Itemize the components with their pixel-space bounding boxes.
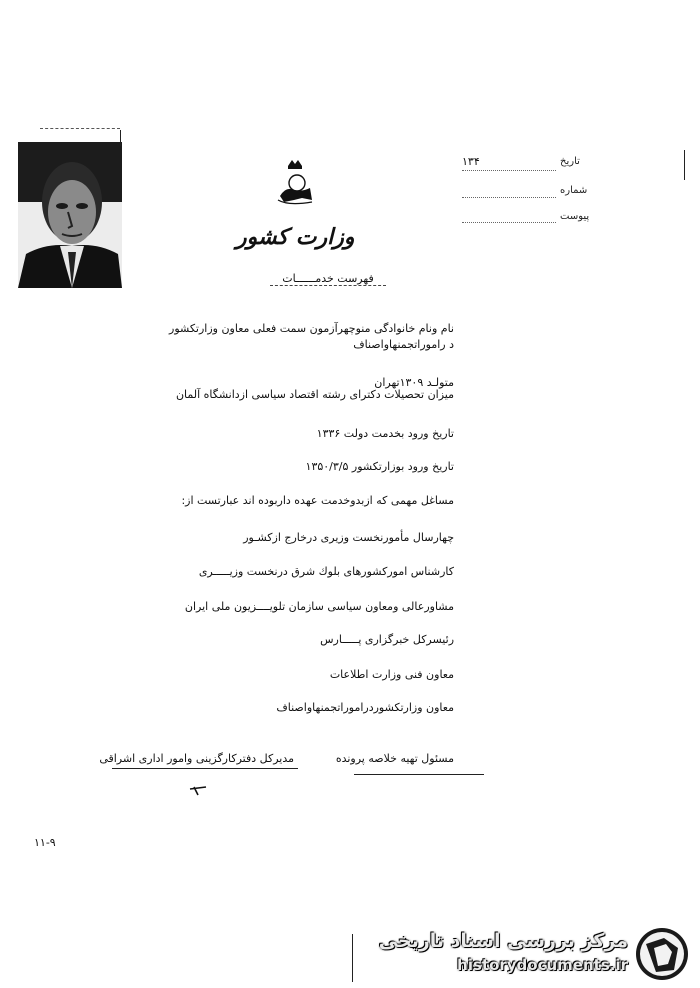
name-line-continued: د راموراتجمنهاواصناف <box>353 338 454 351</box>
ministry-title: وزارت کشور <box>236 224 355 250</box>
education-line: میزان تحصیلات دکترای رشته اقتصاد سیاسی ازدانشگاه آلمان <box>175 388 454 401</box>
duties-intro-line: مساغل مهمی که ازبدوخدمت عهده داربوده اند عبارتست از: <box>181 494 454 507</box>
number-label: شماره <box>560 185 588 196</box>
document-subtitle: فهرست خدمــــــات <box>270 272 386 286</box>
duty-item: کارشناس امورکشورهای بلوك شرق درنخست وزیـــــری <box>198 565 454 578</box>
birth-line: متولـد ۱۳۰۹تهران <box>374 376 454 389</box>
portrait-image <box>18 142 122 288</box>
date-label: تاریخ <box>560 156 580 167</box>
scan-mark <box>40 128 120 130</box>
signature-mark <box>188 782 210 796</box>
govt-entry-line: تاریخ ورود بخدمت دولت ۱۳۳۶ <box>316 427 454 440</box>
name-line: نام ونام خانوادگی منوچهرآزمون سمت فعلی معاون وزارتکشور <box>169 322 454 335</box>
watermark-title: مرکز بررسی اسناد تاریخی <box>378 930 628 952</box>
lion-and-sun-emblem <box>272 156 318 208</box>
ministry-entry-line: تاریخ ورود بوزارتکشور ۱۳۵۰/۳/۵ <box>305 460 454 473</box>
director-signature-label: مدیرکل دفترکارگزینی وامور اداری اشراقی <box>99 752 294 765</box>
attachment-dots <box>462 222 556 223</box>
duty-item: معاون فنی وزارت اطلاعات <box>329 668 454 681</box>
duty-item: چهارسال مأمورنخست وزیری درخارج ازکشـور <box>243 531 454 544</box>
date-value: ۱۳۴ <box>462 155 480 168</box>
preparer-signature-label: مسئول تهیه خلاصه پرونده <box>335 752 454 765</box>
date-dots <box>462 170 556 171</box>
attachment-label: پیوست <box>560 211 590 222</box>
preparer-signature-line <box>354 774 484 775</box>
duty-item: مشاورعالی ومعاون سیاسی سازمان تلویــــزیون ملی ایران <box>184 600 454 613</box>
duty-item: معاون وزارتکشوردراموراتجمنهاواصناف <box>276 701 454 714</box>
scan-mark <box>352 934 353 982</box>
document-code: ۱۱-۹ <box>34 836 56 849</box>
number-dots <box>462 197 556 198</box>
scan-mark <box>684 150 685 180</box>
scan-mark <box>120 130 121 146</box>
director-signature-line <box>112 768 298 769</box>
archive-logo-icon <box>634 926 690 982</box>
duty-item: رئیسرکل خبرگزاری پـــــارس <box>320 633 454 646</box>
portrait-photo <box>18 142 122 288</box>
watermark-url: historydocuments.ir <box>457 956 628 974</box>
watermark-bar <box>378 924 690 986</box>
